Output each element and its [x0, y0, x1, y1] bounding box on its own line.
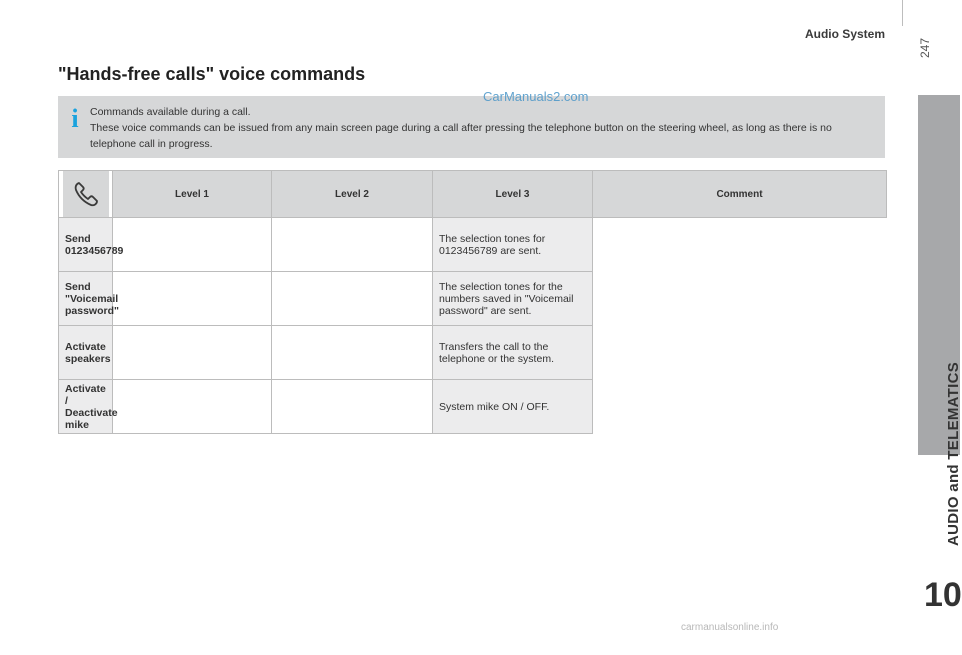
row-1-comment: The selection tones for 0123456789 are sent. — [433, 218, 593, 272]
top-divider — [902, 0, 903, 26]
row-3-level-3 — [272, 326, 433, 380]
voice-commands-table — [58, 170, 887, 434]
table-row — [59, 326, 887, 380]
row-3-comment: Transfers the call to the telephone or the system. — [433, 326, 593, 380]
watermark: CarManuals2.com — [483, 89, 589, 104]
page-title: "Hands-free calls" voice commands — [58, 64, 366, 84]
header-level-3: Level 3 — [433, 171, 593, 218]
icon-column — [59, 171, 113, 218]
header-level-2: Level 2 — [272, 171, 433, 218]
header-level-1: Level 1 — [113, 171, 272, 218]
row-3-level-1: Activate speakers — [59, 326, 113, 380]
header-comment: Comment — [593, 171, 887, 218]
row-2-level-1: Send "Voicemail password" — [59, 272, 113, 326]
footer-watermark: carmanualsonline.info — [681, 622, 779, 633]
row-1-level-1: Send 0123456789 — [59, 218, 113, 272]
row-4-comment: System mike ON / OFF. — [433, 380, 593, 434]
chapter-label: AUDIO and TELEMATICS — [945, 361, 962, 546]
phone-icon — [71, 179, 101, 209]
table-row — [59, 272, 887, 326]
row-1-level-3 — [272, 218, 433, 272]
info-icon: i — [71, 104, 79, 133]
chapter-number: 10 — [924, 576, 962, 614]
table-header-row — [59, 171, 887, 218]
row-4-level-1: Activate / Deactivate mike — [59, 380, 113, 434]
info-line-2: These voice commands can be issued from any main screen page during a call after pressing the telephone button on the steering wheel, as long as there is no telephone call in progress. — [90, 122, 832, 150]
row-1-level-2 — [113, 218, 272, 272]
row-3-level-2 — [113, 326, 272, 380]
row-2-comment: The selection tones for the numbers saved in "Voicemail password" are sent. — [433, 272, 593, 326]
row-4-level-2 — [113, 380, 272, 434]
page-number: 247 — [918, 37, 932, 58]
section-title: Audio System — [804, 27, 885, 41]
info-box — [58, 96, 885, 158]
info-text — [90, 104, 870, 152]
row-4-level-3 — [272, 380, 433, 434]
phone-icon-box — [63, 171, 109, 217]
table-row — [59, 218, 887, 272]
table-row — [59, 380, 887, 434]
row-2-level-3 — [272, 272, 433, 326]
row-2-level-2 — [113, 272, 272, 326]
info-line-1: Commands available during a call. — [90, 106, 251, 118]
